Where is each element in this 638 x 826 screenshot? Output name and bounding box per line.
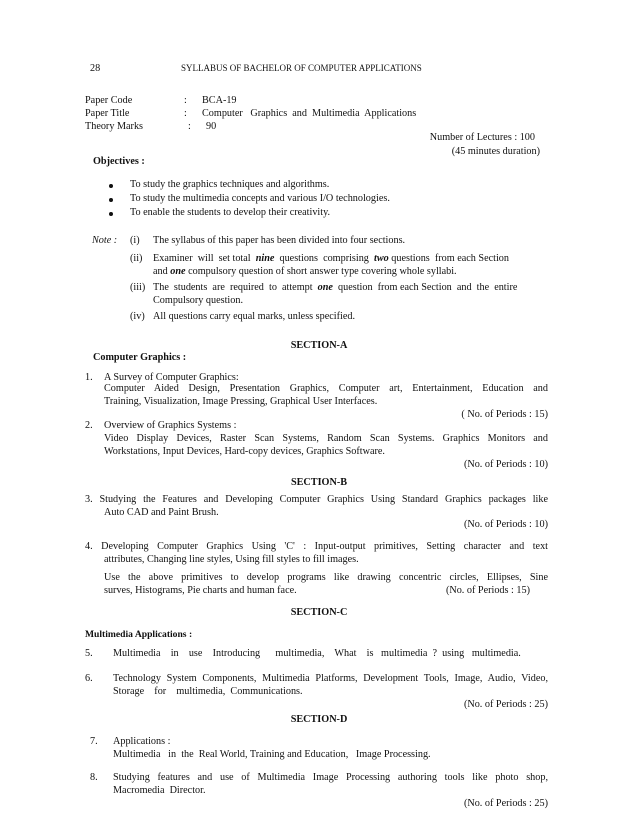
note-text (153, 281, 517, 294)
item-text: Video Display Devices, Raster Scan Systems, Random Scan Systems. Graphics Monitors and (104, 433, 548, 444)
lectures-count: Number of Lectures : 100 (429, 132, 535, 143)
note-number: (ii) (130, 253, 143, 264)
item-text: attributes, Changing line styles, Using fill styles to fill images. (104, 554, 359, 565)
lecture-duration: (45 minutes duration) (451, 146, 540, 157)
section-heading: SECTION-D (290, 714, 348, 725)
note-text (153, 252, 509, 265)
item-text: Computer Aided Design, Presentation Graphics, Computer art, Entertainment, Education and (104, 383, 548, 394)
item-text: Multimedia in the Real World, Training and Education, Image Processing. (113, 749, 431, 760)
item-number: 1. (85, 372, 93, 383)
objectives-heading: Objectives : (93, 156, 145, 167)
note-text: The syllabus of this paper has been divided into four sections. (153, 235, 406, 246)
note-number: (iii) (130, 282, 146, 293)
item-text: 3. Studying the Features and Developing Computer Graphics Using Standard Graphics packages like (85, 494, 548, 505)
item-text: Use the above primitives to develop programs like drawing concentric circles, Ellipses, Sine (104, 572, 548, 583)
colon: : (184, 108, 187, 119)
colon: : (188, 121, 191, 132)
item-text: Studying features and use of Multimedia Image Processing authoring tools like photo shop, (113, 772, 548, 783)
item-text: Training, Visualization, Image Pressing, Graphical User Interfaces. (104, 396, 378, 407)
periods: (No. of Periods : 25) (463, 798, 548, 809)
item-text: Technology System Components, Multimedia Platforms, Development Tools, Image, Audio, Video, (113, 673, 548, 684)
item-text: Storage for multimedia, Communications. (113, 686, 303, 697)
theory-marks-value: 90 (206, 121, 217, 132)
item-title: Overview of Graphics Systems : (104, 420, 237, 431)
note-text-part: and (153, 266, 171, 277)
item-number: 6. (85, 673, 93, 684)
objective-item: To study the multimedia concepts and various I/O technologies. (130, 193, 390, 204)
item-text: Multimedia in use Introducing multimedia, What is multimedia ? using multimedia. (113, 648, 521, 659)
note-text-part: questions from each Section (388, 253, 509, 264)
periods: (No. of Periods : 15) (445, 585, 530, 596)
item-text: 4. Developing Computer Graphics Using 'C' : Input-output primitives, Setting character and text (85, 541, 548, 552)
paper-code-label: Paper Code (85, 95, 133, 106)
emphasis-nine: nine (255, 253, 275, 264)
paper-title-value: Computer Graphics and Multimedia Applications (202, 108, 417, 119)
running-title: SYLLABUS OF BACHELOR OF COMPUTER APPLICATIONS (181, 63, 422, 73)
note-number: (iv) (130, 311, 145, 322)
note-text-part: questions comprising (274, 253, 374, 264)
periods: (No. of Periods : 10) (463, 519, 548, 530)
item-number: 2. (85, 420, 93, 431)
periods: (No. of Periods : 10) (463, 459, 548, 470)
emphasis-one: one (170, 266, 186, 277)
note-text: Compulsory question. (153, 295, 243, 306)
item-title: A Survey of Computer Graphics: (104, 372, 239, 383)
periods: ( No. of Periods : 15) (461, 409, 548, 420)
paper-title-label: Paper Title (85, 108, 130, 119)
note-label: Note : (92, 235, 118, 246)
objective-item: To enable the students to develop their creativity. (130, 207, 331, 218)
item-number: 8. (90, 772, 98, 783)
bullet-icon (109, 212, 113, 216)
item-text: Macromedia Director. (113, 785, 206, 796)
bullet-icon (109, 184, 113, 188)
periods: (No. of Periods : 25) (463, 699, 548, 710)
paper-code-value: BCA-19 (202, 95, 237, 106)
item-number: 5. (85, 648, 93, 659)
emphasis-one: one (317, 282, 333, 293)
note-text: All questions carry equal marks, unless specified. (153, 311, 355, 322)
colon: : (184, 95, 187, 106)
item-text: surves, Histograms, Pie charts and human face. (104, 585, 297, 596)
page-number: 28 (90, 63, 101, 74)
bullet-icon (109, 198, 113, 202)
item-text: Auto CAD and Paint Brush. (104, 507, 219, 518)
item-number: 7. (90, 736, 98, 747)
note-number: (i) (130, 235, 140, 246)
section-subheading: Multimedia Applications : (85, 629, 193, 640)
note-text-part: The students are required to attempt (153, 282, 318, 293)
section-heading: SECTION-A (290, 340, 348, 351)
emphasis-two: two (374, 253, 389, 264)
note-text-part: question from each Section and the entire (332, 282, 518, 293)
item-title: Applications : (113, 736, 171, 747)
item-text: Workstations, Input Devices, Hard-copy devices, Graphics Software. (104, 446, 385, 457)
note-text (153, 265, 457, 278)
section-subheading: Computer Graphics : (93, 352, 187, 363)
note-text-part: Examiner will set total (153, 253, 256, 264)
section-heading: SECTION-C (290, 607, 348, 618)
theory-marks-label: Theory Marks (85, 121, 143, 132)
objective-item: To study the graphics techniques and algorithms. (130, 179, 330, 190)
section-heading: SECTION-B (290, 477, 348, 488)
note-text-part: compulsory question of short answer type covering whole syllabi. (185, 266, 457, 277)
